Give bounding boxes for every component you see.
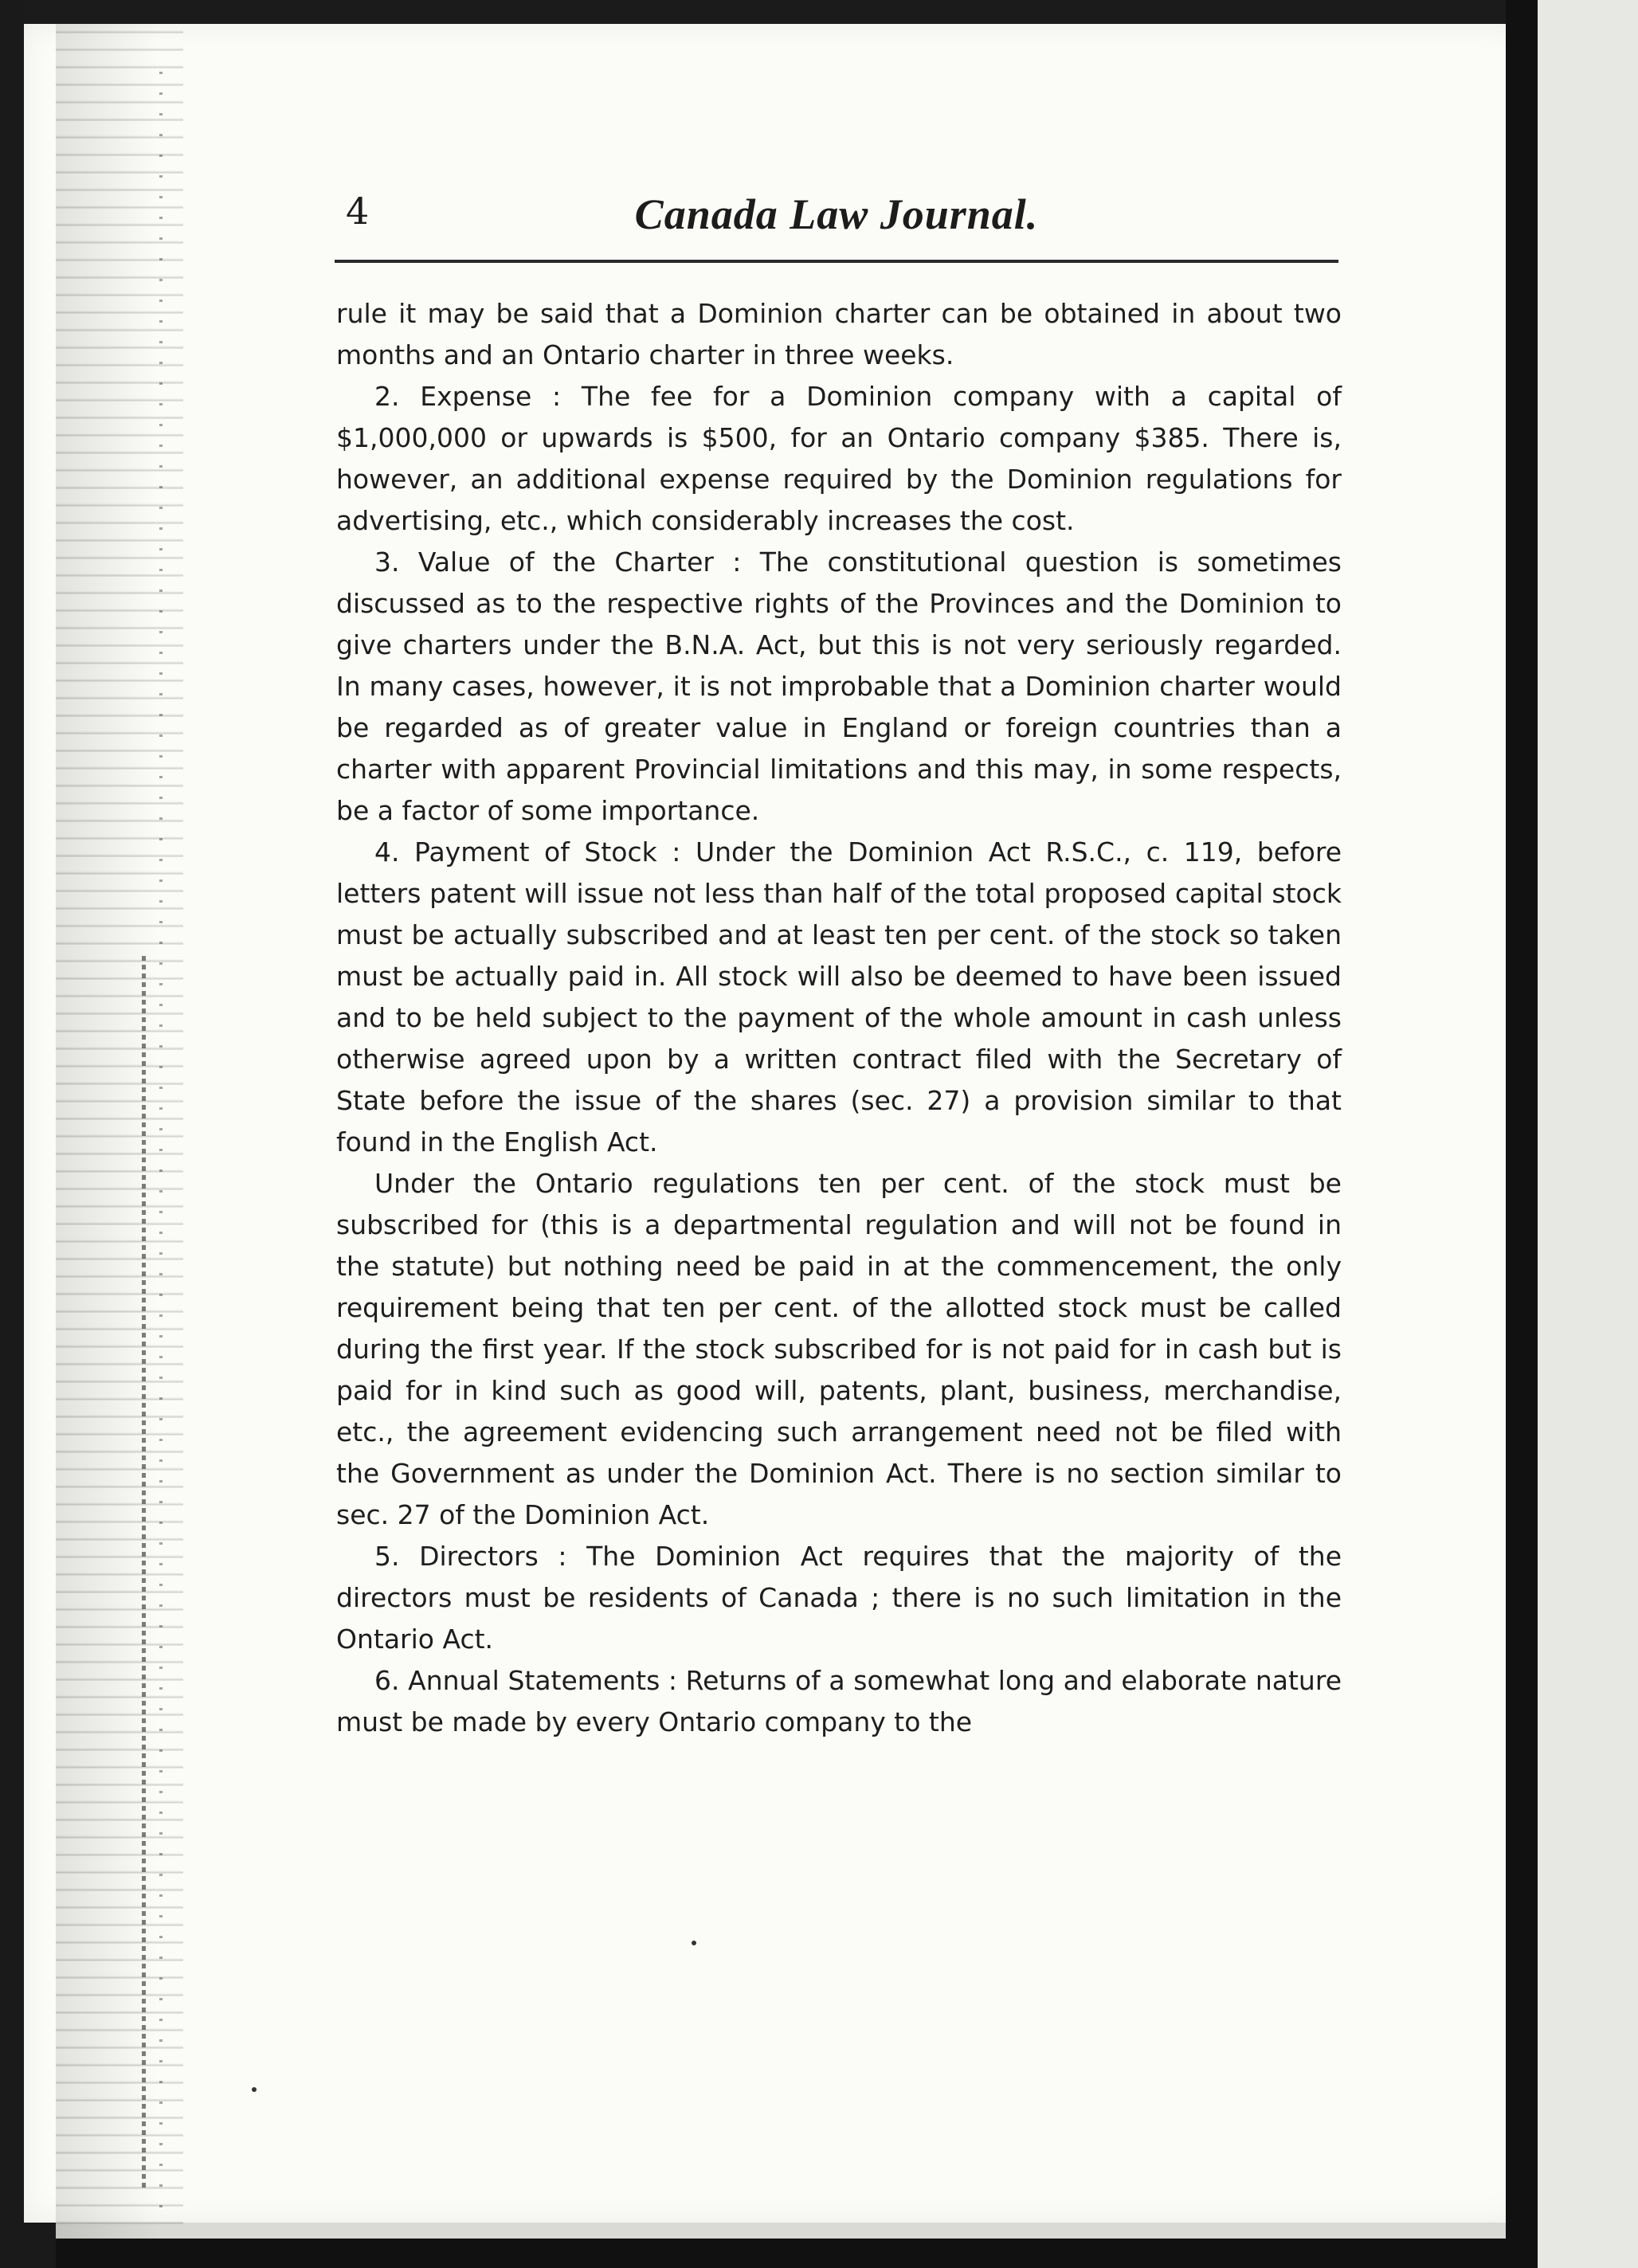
scan-speck [252,2087,257,2092]
paragraph-directors: 5. Directors : The Dominion Act requires that the majority of the directors must be residents of Canada ; there is no such limitation in the Ontario Act. [336,1541,1342,1655]
body-text [336,293,1342,1743]
scan-border-right [1506,0,1538,2268]
binding-shadow [56,24,183,2239]
paragraph-ontario-regulations: Under the Ontario regulations ten per cent. of the stock must be subscribed for (this is a departmental regulation and will not be found in the statute) but nothing need be paid in at the commencement, the only requirement being that ten per cent. of the allotted stock must be called during the first year. If the stock subscribed for is not paid for in cash but is paid for in kind such as good will, patents, plant, business, merchandise, etc., the agreement evidencing such arrangement need not be filed with the Government as under the Dominion Act. There is no section similar to sec. 27 of the Dominion Act. [336,1168,1342,1530]
binding-noise-dense [142,956,146,2191]
header-rule [335,260,1338,263]
paragraph-expense: 2. Expense : The fee for a Dominion company with a capital of $1,000,000 or upwards is $500, for an Ontario company $385. There is, however, an additional expense required by the Dominion regulations for advertising, etc., which considerably increases the cost. [336,381,1342,536]
paragraph-value-of-charter: 3. Value of the Charter : The constitutional question is sometimes discussed as to the respective rights of the Provinces and the Dominion to give charters under the B.N.A. Act, but this is not very seriously regarded. In many cases, however, it is not improbable that a Dominion charter would be regarded as of greater value in England or foreign countries than a charter with apparent Provincial limitations and this may, in some respects, be a factor of some importance. [336,546,1342,826]
paragraph-continuation: rule it may be said that a Dominion charter can be obtained in about two months and an Ontario charter in three weeks. [336,298,1342,370]
scan-margin-right [1538,0,1638,2268]
paragraph-payment-of-stock: 4. Payment of Stock : Under the Dominion Act R.S.C., c. 119, before letters patent will issue not less than half of the total proposed capital stock must be actually subscribed and at least ten per cent. of the stock so taken must be actually paid in. All stock will also be deemed to have been issued and to be held subject to the payment of the whole amount in cash unless otherwise agreed upon by a written contract filed with the Secretary of State before the issue of the shares (sec. 27) a provision similar to that found in the English Act. [336,836,1342,1158]
scan-border-bottom [56,2239,1538,2268]
page-number: 4 [346,190,370,233]
scan-speck [692,1941,696,1945]
paragraph-annual-statements: 6. Annual Statements : Returns of a somewhat long and elaborate nature must be made by every Ontario company to the [336,1665,1342,1737]
scan-border-top [24,0,1538,24]
running-head [335,190,1338,253]
binding-noise [159,72,163,2223]
journal-title: Canada Law Journal. [634,190,1039,238]
